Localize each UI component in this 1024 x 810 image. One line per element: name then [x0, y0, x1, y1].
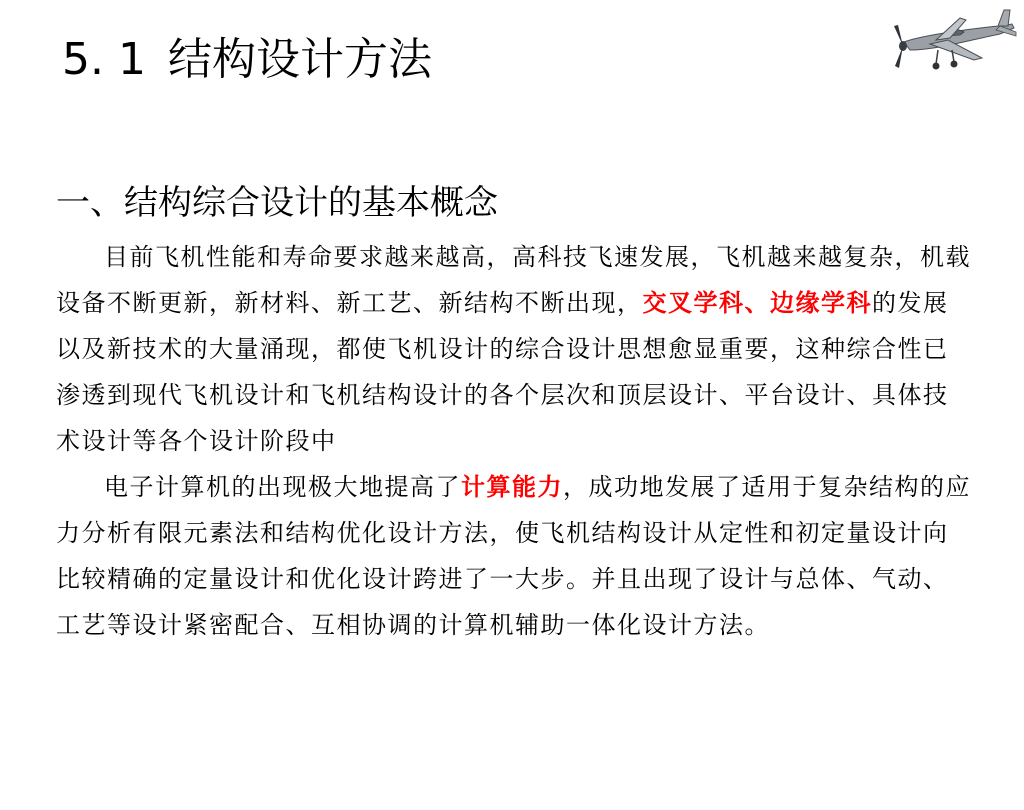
- paragraph-1-text-b: 的发展以及新技术的大量涌现，都使飞机设计的综合设计思想愈显重要，这种综合性已渗透到现代飞机设计和飞机结构设计的各个层次和顶层设计、平台设计、具体技术设计等各个设计阶段中: [56, 289, 949, 455]
- highlight-interdisciplinary: 交叉学科、边缘学科: [642, 288, 872, 317]
- slide-title: [62, 30, 432, 90]
- paragraph-2: [56, 464, 971, 648]
- section-heading: 一、结构综合设计的基本概念: [56, 183, 498, 223]
- paragraph-2-text-a: 电子计算机的出现极大地提高了: [104, 473, 461, 501]
- paragraph-2-text-b: ，成功地发展了适用于复杂结构的应力分析有限元素法和结构优化设计方法，使飞机结构设计从定性和初定量设计向比较精确的定量设计和优化设计跨进了一大步。并且出现了设计与总体、气动、工艺等设计紧密配合、互相协调的计算机辅助一体化设计方法。: [56, 473, 971, 639]
- paragraph-1: [56, 234, 971, 464]
- airplane-icon: [890, 6, 1020, 76]
- title-text: 结构设计方法: [167, 34, 432, 85]
- body-text: [56, 234, 971, 648]
- highlight-computing-power: 计算能力: [461, 472, 563, 501]
- title-number: 5. 1: [62, 34, 146, 85]
- paragraph-1-text-a: 目前飞机性能和寿命要求越来越高，高科技飞速发展，飞机越来越复杂，机载设备不断更新，新材料、新工艺、新结构不断出现，: [56, 243, 971, 317]
